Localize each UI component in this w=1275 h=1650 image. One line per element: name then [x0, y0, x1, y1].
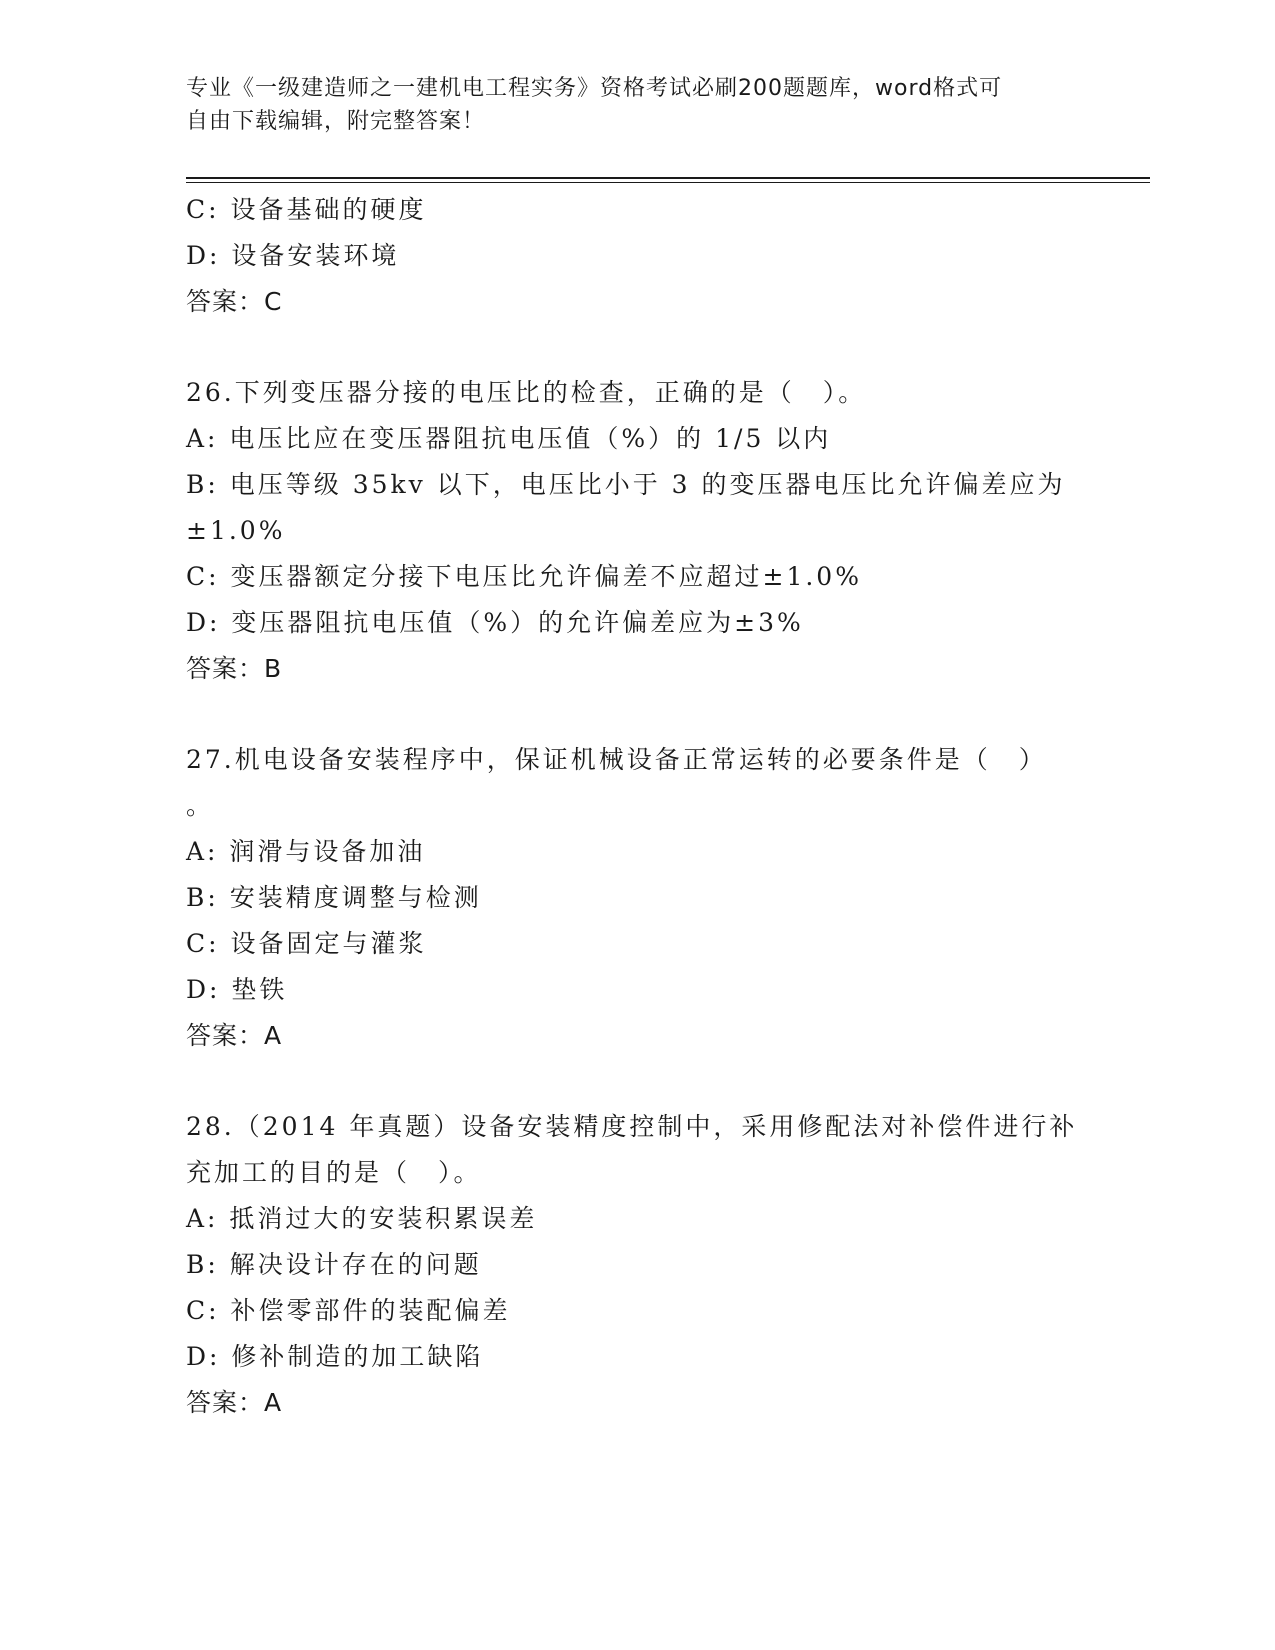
- question-stem-continued: 充加工的目的是（ ）。: [186, 1158, 482, 1187]
- question-26: [186, 370, 1086, 692]
- option-d: D: 变压器阻抗电压值（%）的允许偏差应为±3%: [186, 608, 804, 637]
- question-stem-continued: 。: [186, 791, 215, 820]
- option-c: C: 变压器额定分接下电压比允许偏差不应超过±1.0%: [186, 562, 862, 591]
- header-line-2: 自由下载编辑，附完整答案！: [186, 109, 486, 134]
- option-a: A: 电压比应在变压器阻抗电压值（%）的 1/5 以内: [186, 424, 832, 453]
- option-a: A: 抵消过大的安装积累误差: [186, 1204, 538, 1233]
- option-d: D: 修补制造的加工缺陷: [186, 1342, 484, 1371]
- spacer: [186, 1059, 1086, 1104]
- document-body: [186, 187, 1086, 1426]
- question-28: [186, 1104, 1086, 1426]
- option-b-continued: ±1.0%: [186, 516, 286, 545]
- option-b: B: 解决设计存在的问题: [186, 1250, 482, 1279]
- question-stem: 27.机电设备安装程序中，保证机械设备正常运转的必要条件是（ ）: [186, 745, 1047, 774]
- option-c: C: 设备固定与灌浆: [186, 929, 427, 958]
- option-c: C: 设备基础的硬度: [186, 195, 427, 224]
- spacer: [186, 325, 1086, 370]
- option-d: D: 垫铁: [186, 975, 288, 1004]
- option-b: B: 电压等级 35kv 以下，电压比小于 3 的变压器电压比允许偏差应为: [186, 470, 1066, 499]
- question-stem: 28.（2014 年真题）设备安装精度控制中，采用修配法对补偿件进行补: [186, 1112, 1078, 1141]
- header-line-1: 专业《一级建造师之一建机电工程实务》资格考试必刷200题题库，word格式可: [186, 76, 1003, 101]
- question-25-partial: [186, 187, 1086, 325]
- answer: 答案：B: [186, 654, 283, 683]
- question-27: [186, 737, 1086, 1059]
- spacer: [186, 692, 1086, 737]
- header-rule-thick: [186, 177, 1150, 179]
- option-c: C: 补偿零部件的装配偏差: [186, 1296, 511, 1325]
- header-rule-thin: [186, 182, 1150, 183]
- option-a: A: 润滑与设备加油: [186, 837, 426, 866]
- question-stem: 26.下列变压器分接的电压比的检查，正确的是（ ）。: [186, 378, 867, 407]
- option-d: D: 设备安装环境: [186, 241, 400, 270]
- answer: 答案：C: [186, 287, 283, 316]
- answer: 答案：A: [186, 1021, 283, 1050]
- answer: 答案：A: [186, 1388, 283, 1417]
- document-header: [186, 72, 1086, 138]
- option-b: B: 安装精度调整与检测: [186, 883, 482, 912]
